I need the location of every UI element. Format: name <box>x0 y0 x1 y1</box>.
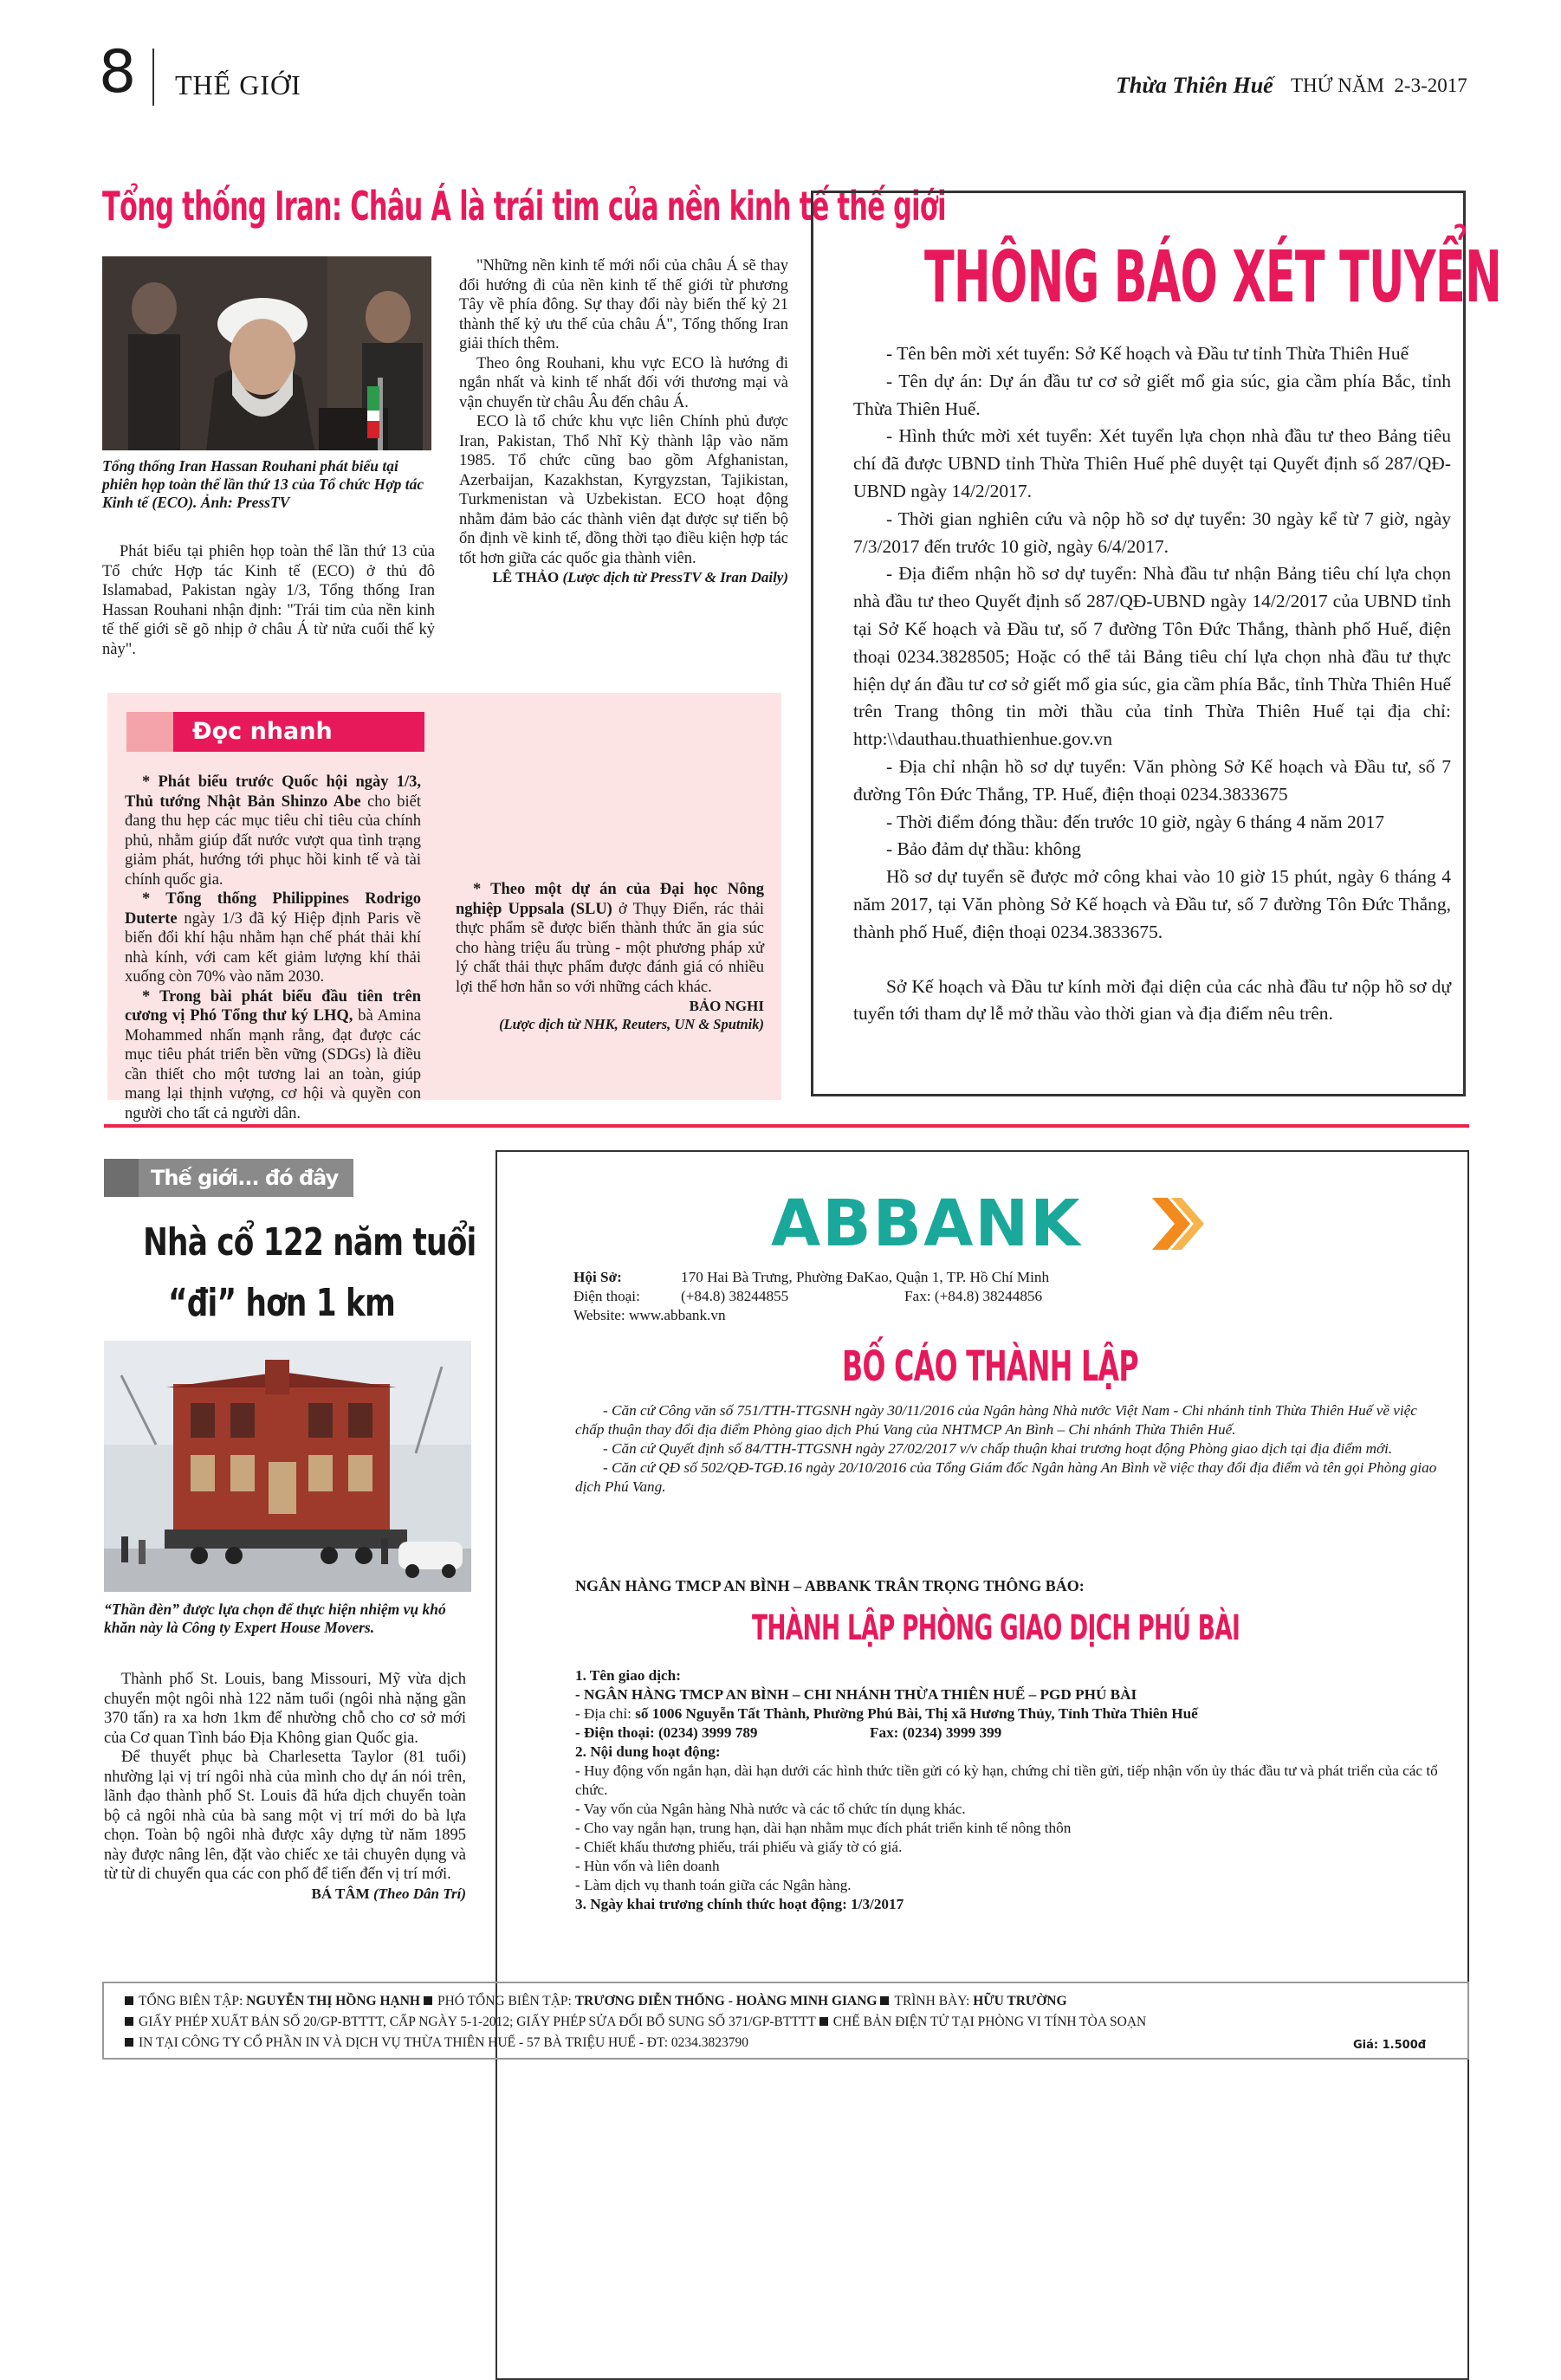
iran-paragraph-1: "Những nền kinh tế mới nổi của châu Á sẽ thay đổi hướng đi của nền kinh tế thế giới từ phương Tây về phía đông. Sự thay đổi này biến thế kỷ 21 thành thế kỷ ưu thế của châu Á", Tổng thống Iran giải thích thêm. <box>459 257 788 352</box>
announcement-title: THÔNG BÁO XÉT TUYỂN <box>924 236 1502 319</box>
transaction-name: - NGÂN HÀNG TMCP AN BÌNH – CHI NHÁNH THỪA THIÊN HUẾ – PGD PHÚ BÀI <box>575 1686 1137 1703</box>
announcement-line-3: - Hình thức mời xét tuyển: Xét tuyển lựa chọn nhà đầu tư theo Bảng tiêu chí đã được UBND tỉnh Thừa Thiên Huế phê duyệt tại Quyết định số 287/QĐ-UBND ngày 14/2/2017. <box>853 425 1451 501</box>
abbank-details <box>575 1666 1441 1914</box>
house-paragraph-2: Để thuyết phục bà Charlesetta Taylor (81 tuổi) nhường lại vị trí ngôi nhà của mình cho dự án nói trên, lãnh đạo thành phố St. Louis đã hứa dịch chuyển toàn bộ cả ngôi nhà của bà sang một vị trí mới do bà lựa chọn. Toàn bộ ngôi nhà được xây dựng từ năm 1895 này được nâng lên, đặt vào chiếc xe tải chuyên dụng và từ từ di chuyển qua các con phố để tiến đến vị trí mới. <box>104 1749 466 1883</box>
issue-date: THỨ NĂM 2-3-2017 <box>1291 74 1467 96</box>
announcement-line-6: - Địa chỉ nhận hồ sơ dự tuyển: Văn phòng Sở Kế hoạch và Đầu tư, số 7 đường Tôn Đức Thắng, TP. Huế, điện thoại 0234.3833675 <box>853 755 1451 805</box>
abbank-website: Website: www.abbank.vn <box>573 1307 726 1323</box>
footer-box <box>102 1982 1469 2060</box>
address-label: - Địa chỉ: <box>575 1705 636 1722</box>
footer-line-2 <box>121 2013 1146 2032</box>
footer-line-3 <box>121 2034 748 2053</box>
abbank-title: BỐ CÁO THÀNH LẬP <box>842 1342 1138 1391</box>
announcement-line-9: Hồ sơ dự tuyển sẽ được mở công khai vào 10 giờ 15 phút, ngày 6 tháng 4 năm 2017, tại Văn phòng Sở Kế hoạch và Đầu tư, số 7 đường Tôn Đức Thắng, thành phố Huế, điện thoại 0234.3833675. <box>853 866 1451 942</box>
item-4-text: ở Thụy Điển, rác thải thực phẩm sẽ được biến thành thức ăn gia súc cho hàng triệu ấu trùng - một phương pháp xử lý chất thải thực phẩm được đánh giá có nhiều lợi thế hơn hẳn so với những cách khác. <box>456 900 764 996</box>
iran-paragraph-2: Theo ông Rouhani, khu vực ECO là hướng đi ngắn nhất và kinh tế nhất đối với thương mại và vận chuyển từ châu Âu đến châu Á. <box>459 354 788 411</box>
house-photo-illustration <box>104 1341 471 1592</box>
price: Giá: 1.500đ <box>1353 2039 1427 2052</box>
doc-nhanh-col-2 <box>456 880 764 1033</box>
activity-3: - Cho vay ngắn hạn, trung hạn, dài hạn nhằm mục đích phát triển kinh tế nông thôn <box>575 1820 1072 1836</box>
iran-lead-text: Phát biểu tại phiên họp toàn thể lần thứ 13 của Tổ chức Hợp tác Kinh tế (ECO) ở thủ đô Islamabad, Pakistan ngày 1/3, Tổng thống Iran Hassan Rouhani nhận định: "Trái tim của nền kinh tế thế giới sẽ gõ nhịp ở châu Á từ nửa cuối thế kỷ này". <box>102 543 435 658</box>
activity-5: - Hùn vốn và liên doanh <box>575 1858 720 1874</box>
deputy-label: PHÓ TỔNG BIÊN TẬP: <box>437 1994 575 2008</box>
abbank-contact <box>573 1268 1180 1325</box>
abbank-basis <box>575 1401 1441 1497</box>
license-info: GIẤY PHÉP XUẤT BẢN SỐ 20/GP-BTTTT, CẤP NGÀY 5-1-2012; GIẤY PHÉP SỬA ĐỔI BỔ SUNG SỐ 371/GP-BTTTT <box>139 2015 816 2029</box>
section-3-title: 3. Ngày khai trương chính thức hoạt động: 1/3/2017 <box>575 1896 904 1912</box>
address-value: số 1006 Nguyễn Tất Thành, Phường Phú Bài, Thị xã Hương Thủy, Tỉnh Thừa Thiên Huế <box>635 1705 1198 1722</box>
activity-6: - Làm dịch vụ thanh toán giữa các Ngân hàng. <box>575 1877 852 1893</box>
page-number: 8 <box>99 38 137 107</box>
layout-label: TRÌNH BÀY: <box>894 1994 974 2008</box>
paper-name: Thừa Thiên Huế <box>1116 73 1273 98</box>
layout-name: HỮU TRƯỜNG <box>973 1994 1067 2008</box>
doc-nhanh-item-1 <box>125 773 421 889</box>
house-paragraph-1: Thành phố St. Louis, bang Missouri, Mỹ vừa dịch chuyển một ngôi nhà 122 năm tuổi (ngôi nhà nặng gần 370 tấn) ra xa hơn 1km để nhường chỗ cho cơ sở mới của Cơ quan Tình báo Địa Không gian Quốc gia. <box>104 1671 466 1747</box>
iran-body <box>459 256 788 586</box>
header-divider <box>152 49 154 106</box>
iran-byline <box>459 568 788 586</box>
section-2-title: 2. Nội dung hoạt động: <box>575 1743 721 1760</box>
hq-label: Hội Sở: <box>573 1269 622 1285</box>
house-byline <box>104 1885 466 1903</box>
announcement-closing: Sở Kế hoạch và Đầu tư kính mời đại diện của các nhà đầu tư nộp hồ sơ dự tuyển tới tham dự lễ mở thầu vào thời gian và địa điểm nêu trên. <box>853 975 1451 1025</box>
house-byline-source: (Theo Dân Trí) <box>372 1885 466 1902</box>
iran-headline: Tổng thống Iran: Châu Á là trái tim của nền kinh tế thế giới <box>102 183 946 230</box>
iran-lead <box>102 542 435 659</box>
doc-nhanh-label-text: Đọc nhanh <box>192 718 333 745</box>
activity-1: - Huy động vốn ngắn hạn, dài hạn dưới các hình thức tiền gửi có kỳ hạn, chứng chỉ tiền gửi, tiếp nhận vốn ủy thác đầu tư và phát triển của các tổ chức. <box>575 1762 1438 1798</box>
abbank-chevron-icon <box>1143 1193 1204 1254</box>
announcement-line-1: - Tên bên mời xét tuyển: Sở Kế hoạch và Đầu tư tỉnh Thừa Thiên Huế <box>886 343 1409 364</box>
item-2-bold: * Tổng thống Philippines Rodrigo Duterte <box>125 890 421 928</box>
item-1-text: cho biết đang thu hẹp các mục tiêu chỉ tiêu của chính phủ, nhằm giúp đất nước vượt qua tình trạng giảm phát, hướng tới phục hồi kinh tế và tài chính quốc gia. <box>125 792 421 889</box>
house-label-text: Thế giới... đó đây <box>151 1166 339 1190</box>
doc-nhanh-label-shadow <box>126 712 173 752</box>
house-headline-line-2: “đi” hơn 1 km <box>167 1281 396 1325</box>
printer-info: IN TẠI CÔNG TY CỔ PHẦN IN VÀ DỊCH VỤ THỪA THIÊN HUẾ - 57 BÀ TRIỆU HUẾ - ĐT: 0234.3823790 <box>139 2035 749 2050</box>
announcement-line-7: - Thời điểm đóng thầu: đến trước 10 giờ, ngày 6 tháng 4 năm 2017 <box>886 811 1385 832</box>
abbank-notice: NGÂN HÀNG TMCP AN BÌNH – ABBANK TRÂN TRỌNG THÔNG BÁO: <box>575 1577 1085 1594</box>
doc-nhanh-source: (Lược dịch từ NHK, Reuters, UN & Sputnik) <box>499 1016 764 1032</box>
rouhani-photo-illustration <box>102 256 431 450</box>
basis-2: - Căn cứ Quyết định số 84/TTH-TTGSNH ngày 27/02/2017 v/v chấp thuận khai trương hoạt động Phòng giao dịch tại địa điểm mới. <box>603 1440 1393 1457</box>
house-headline <box>104 1213 476 1334</box>
abbank-logo <box>771 1187 1221 1261</box>
transaction-address <box>575 1704 1441 1724</box>
item-3-bold: * Trong bài phát biểu đầu tiên trên cương vị Phó Tổng thư ký LHQ, <box>125 987 421 1025</box>
iran-byline-source: (Lược dịch từ PressTV & Iran Daily) <box>562 569 788 585</box>
announcement-line-5: - Địa điểm nhận hồ sơ dự tuyển: Nhà đầu tư nhận Bảng tiêu chí lựa chọn nhà đầu tư theo Quyết định số 287/QĐ-UBND ngày 14/2/2017 của UBND tỉnh tại Sở Kế hoạch và Đầu tư, số 7 đường Tôn Đức Thắng, thành phố Huế, điện thoại 0234.3828505; Hoặc có thể tải Bảng tiêu chí lựa chọn nhà đầu tư thực hiện dự án đầu tư cơ sở giết mổ gia súc, gia cầm phía Bắc, tỉnh Thừa Thiên Huế trên Trang thông tin mời thầu của tỉnh Thừa Thiên Huế tại địa chỉ: http:\\dauthau.thuathienhue.gov.vn <box>853 563 1451 750</box>
house-headline-line-1: Nhà cổ 122 năm tuổi <box>143 1220 476 1264</box>
announcement-line-8: - Bảo đảm dự thầu: không <box>886 838 1081 860</box>
transaction-phone: - Điện thoại: (0234) 3999 789 <box>575 1724 758 1741</box>
activity-2: - Vay vốn của Ngân hàng Nhà nước và các tổ chức tín dụng khác. <box>575 1801 966 1817</box>
item-1-bold: * Phát biểu trước Quốc hội ngày 1/3, Thủ tướng Nhật Bản Shinzo Abe <box>125 773 421 811</box>
editor-name: NGUYỄN THỊ HỒNG HẠNH <box>246 1994 420 2008</box>
house-section-label <box>104 1159 353 1197</box>
basis-1: - Căn cứ Công văn số 751/TTH-TTGSNH ngày 30/11/2016 của Ngân hàng Nhà nước Việt Nam - Chi nhánh tỉnh Thừa Thiên Huế về việc chấp thuận thay đổi địa điểm Phòng giao dịch Phú Vang của NHTMCP An Bình – Chi nhánh Thừa Thiên Huế. <box>575 1402 1417 1438</box>
house-photo <box>104 1341 471 1592</box>
doc-nhanh-item-4 <box>456 880 764 997</box>
rouhani-caption: Tổng thống Iran Hassan Rouhani phát biểu tại phiên họp toàn thể lần thứ 13 của Tổ chức Hợp tác Kinh tế (ECO). Ảnh: PressTV <box>102 457 424 511</box>
transaction-fax: Fax: (0234) 3999 399 <box>870 1724 1002 1741</box>
typesetting-info: CHẾ BẢN ĐIỆN TỬ TẠI PHÒNG VI TÍNH TÒA SOẠN <box>832 2015 1147 2029</box>
announcement-body <box>853 340 1451 1028</box>
doc-nhanh-item-3 <box>125 987 421 1124</box>
doc-nhanh-box <box>107 693 781 1122</box>
fax-label: Fax: <box>904 1288 931 1304</box>
rouhani-photo <box>102 256 431 450</box>
iran-byline-author: LÊ THẢO <box>492 569 560 585</box>
announcement-line-4: - Thời gian nghiên cứu và nộp hồ sơ dự tuyển: 30 ngày kể từ 7 giờ, ngày 7/3/2017 đến trước 10 giờ, ngày 6/4/2017. <box>853 508 1451 557</box>
doc-nhanh-label <box>173 712 424 752</box>
phone-label: Điện thoại: <box>573 1288 640 1304</box>
doc-nhanh-author: BẢO NGHI <box>689 998 764 1014</box>
announcement-line-2: - Tên dự án: Dự án đầu tư cơ sở giết mổ gia súc, gia cầm phía Bắc, tỉnh Thừa Thiên Huế. <box>853 370 1451 419</box>
section-1-title: 1. Tên giao dịch: <box>575 1667 681 1684</box>
basis-3: - Căn cứ QĐ số 502/QĐ-TGĐ.16 ngày 20/10/2016 của Tổng Giám đốc Ngân hàng An Bình về việc thay đổi địa điểm và tên gọi Phòng giao dịch Phú Vang. <box>575 1459 1437 1495</box>
phone-value: (+84.8) 38244855 <box>681 1288 789 1304</box>
item-4-bold: * Theo một dự án của Đại học Nông nghiệp Uppsala (SLU) <box>456 881 764 918</box>
iran-paragraph-3: ECO là tổ chức khu vực liên Chính phủ được Iran, Pakistan, Thổ Nhĩ Kỳ thành lập vào năm 1985. Tổ chức cũng bao gồm Afghanistan, Azerbaijan, Kazakhstan, Kyrgyzstan, Tajikistan, Turkmenistan và Uzbekistan. ECO hoạt động nhằm đảm bảo các thành viên đạt được sự tiến bộ ổn định về kinh tế, đồng thời tạo điều kiện hợp tác tốt hơn giữa các quốc gia thành viên. <box>459 413 788 567</box>
house-body <box>104 1670 466 1903</box>
editor-label: TỔNG BIÊN TẬP: <box>139 1994 247 2008</box>
activity-4: - Chiết khấu thương phiếu, trái phiếu và giấy tờ có giá. <box>575 1839 903 1855</box>
doc-nhanh-col-1 <box>125 773 421 1122</box>
abbank-subtitle: THÀNH LẬP PHÒNG GIAO DỊCH PHÚ BÀI <box>752 1608 1240 1648</box>
section-name: THẾ GIỚI <box>175 69 301 100</box>
item-3-text: bà Amina Mohammed nhấn mạnh rằng, đạt được các mục tiêu phát triển bền vững (SDGs) là điều cần thiết cho một tương lai an toàn, giúp mang lại thịnh vượng, cơ hội và quyền con người cho tất cả người dân. <box>125 1007 421 1122</box>
item-2-text: ngày 1/3 đã ký Hiệp định Paris về biến đổi khí hậu nhằm hạn chế phát thải khí nhà kính, với cam kết giảm lượng khí thải xuống còn 70% vào năm 2030. <box>125 909 421 986</box>
abbank-logo-text: ABBANK <box>771 1187 1082 1261</box>
house-caption: “Thần đèn” được lựa chọn để thực hiện nhiệm vụ khó khăn này là Công ty Expert House Movers. <box>104 1601 446 1636</box>
hq-value: 170 Hai Bà Trưng, Phường ĐaKao, Quận 1, TP. Hồ Chí Minh <box>681 1269 1050 1285</box>
abbank-ad-content <box>496 1150 1469 1517</box>
deputy-names: TRƯƠNG DIỄN THỐNG - HOÀNG MINH GIANG <box>574 1994 878 2008</box>
footer-line-1 <box>121 1992 1067 2011</box>
section-separator <box>104 1124 1469 1128</box>
fax-value: (+84.8) 38244856 <box>934 1288 1043 1304</box>
house-label-accent <box>104 1159 139 1197</box>
doc-nhanh-item-2 <box>125 889 421 987</box>
transaction-contact <box>575 1724 1441 1743</box>
announcement-box <box>811 191 1502 1096</box>
house-byline-author: BÁ TÂM <box>311 1885 370 1902</box>
page-header <box>0 0 1561 113</box>
